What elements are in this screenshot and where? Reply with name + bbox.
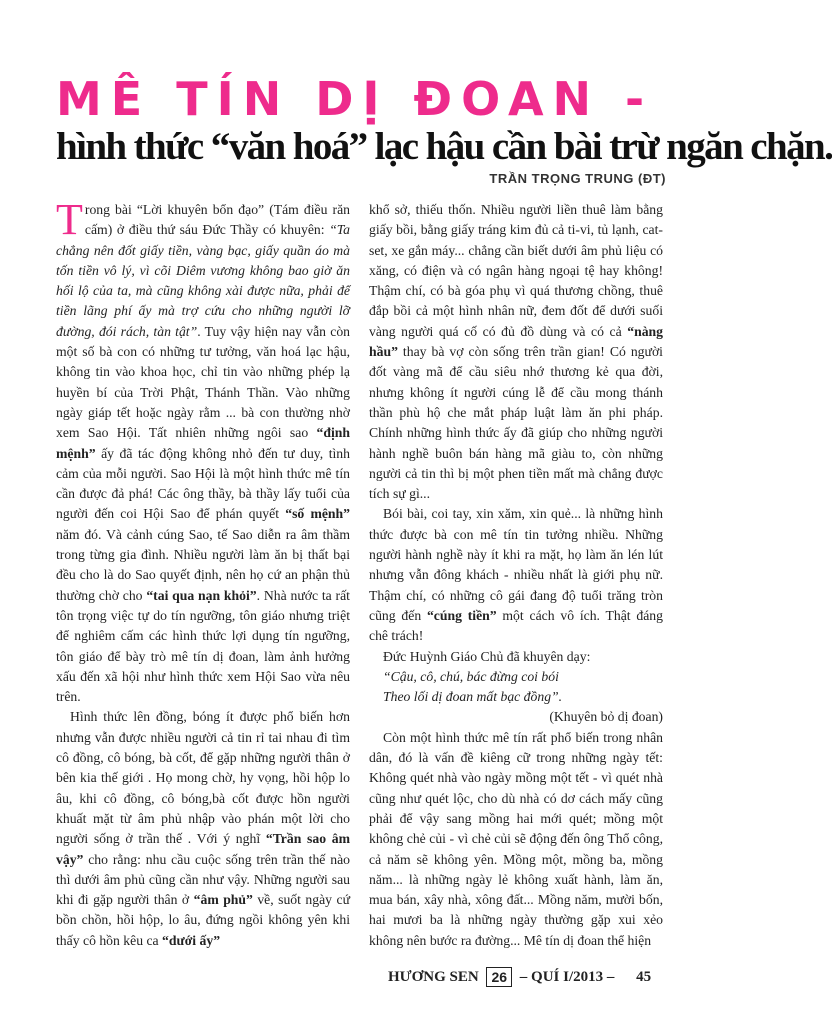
paragraph: Còn một hình thức mê tín rất phổ biến trong nhân dân, đó là vấn đề kiêng cữ trong những ngày tết: Không quét nhà vào ngày mồng một tết - vì quét nhà cũng như quét lộc, cho dù nhà có dơ cách mấy cũng phải để vậy sang mồng hai mới quét; mồng một không chẻ củi - vì chẻ củi sẽ động đến ông Thổ công, cả năm sẽ không yên. Mồng một, mồng ba, mồng năm... là những ngày lẻ không xuất hành, làm ăn, mua bán, xây nhà, xông đất... Mồng năm, mười bốn, hai mươi ba là những ngày thường gặp xui xẻo không nên bước ra đường... Mê tín dị đoan thể hiện <box>369 729 663 948</box>
bold-term: “tai qua nạn khỏi” <box>146 587 257 603</box>
paragraph <box>369 200 663 504</box>
magazine-name: HƯƠNG SEN <box>388 968 479 985</box>
text-run: năm đó. Và cảnh cúng Sao, tế Sao diễn ra âm thầm trong từng gia đình. Nhiều người làm ăn bị thất bại đều cho là do Sao quyết định, nên họ cứ an phận thủ thường chờ cho <box>56 526 350 603</box>
text-column-left <box>56 195 351 962</box>
bold-term: “nàng hầu” <box>369 323 663 360</box>
text-run: Hình thức lên đồng, bóng ít được phổ biến hơn nhưng vẫn được nhiều người cả tin rỉ tai nhau đi tìm cô đồng, cô bóng, bà cốt, để gặp những người thân ở bên kia thế giới . Họ mong chờ, hy vọng, hồi hộp lo âu, khi cô đồng, cô bóng,bà cốt được hồn người khuất mặt từ âm phủ nhập vào phán một lời cho người sống ở trần thế . Với ý nghĩ <box>56 709 350 847</box>
text-run: rong bài “Lời khuyên bổn đạo” (Tám điều răn cấm) ở điều thứ sáu Đức Thầy có khuyên: <box>84 202 350 238</box>
bold-term: “Trần sao âm vậy” <box>56 831 350 867</box>
text-run: Bói bài, coi tay, xin xăm, xin quẻ... là những hình thức được bà con mê tín tin tưởng nhiều. Những người hành nghề này ít khi ra mặt, họ làm ăn lén lút nhưng vẫn đông khách - nhiều nhất là giới phụ nữ. Thậm chí, có những cô gái đang độ tuổi trăng tròn cũng đến <box>369 506 663 623</box>
text-run: thay bà vợ còn sống trên trần gian! Có người đốt vàng mã để cầu siêu nhớ thương kẻ qua đời, nhưng không ít người cúng lễ để cầu mong thánh thần phù hộ che mắt pháp luật làm ăn phi pháp. Chính những hình thức ấy đã giúp cho những người hành nghề buôn bán hàng mã giàu to, còn những người cả tin thì bị một phen tiền mất mà chẳng được tích sự gì... <box>369 344 663 502</box>
text-run: ấy đã tác động không nhỏ đến tư duy, tình cảm của mỗi người. Sao Hội là một hình thức mê tín cần được đả phá! Các ông thầy, bà thầy lấy tuổi của người đến coi Hội Sao để phán quyết <box>56 445 350 522</box>
text-run: cho rằng: nhu cầu cuộc sống trên trần thế nào thì dưới âm phủ cũng cần như vậy. Những người sau khi đi gặp người thân ở <box>56 851 350 908</box>
page-number: 45 <box>636 968 652 985</box>
page-footer <box>388 967 651 991</box>
quote-run: “Ta chẳng nên đốt giấy tiền, vàng bạc, giấy quần áo mà tốn tiền vô lý, vì cõi Diêm vương không bao giờ ăn hối lộ của ta, mà cũng không xài được nữa, phải để tiền lãng phí ấy mà trợ cứu cho những người lỡ đường, đói rách, tàn tật” <box>56 222 350 339</box>
poem-line: “Cậu, cô, chú, bác đừng coi bói <box>383 668 559 684</box>
paragraph <box>369 504 663 646</box>
quote-source: (Khuyên bỏ dị đoan) <box>549 709 663 725</box>
bold-term: “định mệnh” <box>56 425 350 461</box>
text-column-right <box>369 200 663 962</box>
article-author: TRẦN TRỌNG TRUNG (ĐT) <box>489 171 666 186</box>
text-run: về, suốt ngày cứ bồn chồn, hồi hộp, lo âu, đứng ngồi không yên khi thấy cô hồn kêu ca <box>56 892 350 948</box>
article-title-sub: hình thức “văn hoá” lạc hậu cần bài trừ ngăn chặn. <box>56 125 832 168</box>
text-run: . Tuy vậy hiện nay vẫn còn một số bà con có những tư tưởng, văn hoá lạc hậu, không tin vào khoa học, chỉ tin vào những phép lạ huyền bí của Trời Phật, Thánh Thần. Vào những ngày giáp tết hoặc ngày rằm ... bà con thường nhờ xem Sao Hội. Tất nhiên những ngôi sao <box>56 323 351 441</box>
article-title-main: MÊ TÍN DỊ ĐOAN - <box>56 72 654 126</box>
paragraph: Đức Huỳnh Giáo Chủ đã khuyên dạy: <box>383 648 591 664</box>
issue-period: – QUÍ I/2013 – <box>519 968 615 985</box>
paragraph <box>56 195 351 707</box>
bold-term: “dưới ấy” <box>162 932 221 948</box>
text-run: . Nhà nước ta rất tôn trọng việc tự do tín ngưỡng, tôn giáo nhưng triệt để nghiêm cấm các hình thức lợi dụng tín ngưỡng, tôn giáo để bày trò mê tín dị đoan, làm ảnh hưởng xấu đến xã hội như hình thức xem Hội Sao vừa nêu trên. <box>56 587 350 705</box>
text-run: một cách vô ích. Thật đáng chê trách! <box>369 607 663 644</box>
bold-term: “số mệnh” <box>285 506 350 522</box>
paragraph <box>56 707 350 951</box>
issue-number-box: 26 <box>486 967 512 987</box>
bold-term: “cúng tiền” <box>426 607 497 623</box>
text-run: khổ sở, thiếu thốn. Nhiều người liền thuê làm bằng giấy bồi, bằng giấy tráng kim đủ cả ti-vi, tủ lạnh, cat-set, xe gắn máy... chẳng cần biết dưới âm phủ liệu có xăng, có điện và có ngân hàng ngoại tệ hay không! Thậm chí, có bà góa phụ vì quá thương chồng, thuê đắp bồi cả một hình nhân nữ, đem đốt để dưới suối vàng người quá cố có đủ đồ dùng và có cả <box>369 202 663 339</box>
drop-cap: T <box>56 195 83 244</box>
poem-line: Theo lối dị đoan mất bạc đồng”. <box>383 689 563 705</box>
bold-term: “âm phủ” <box>193 892 253 908</box>
